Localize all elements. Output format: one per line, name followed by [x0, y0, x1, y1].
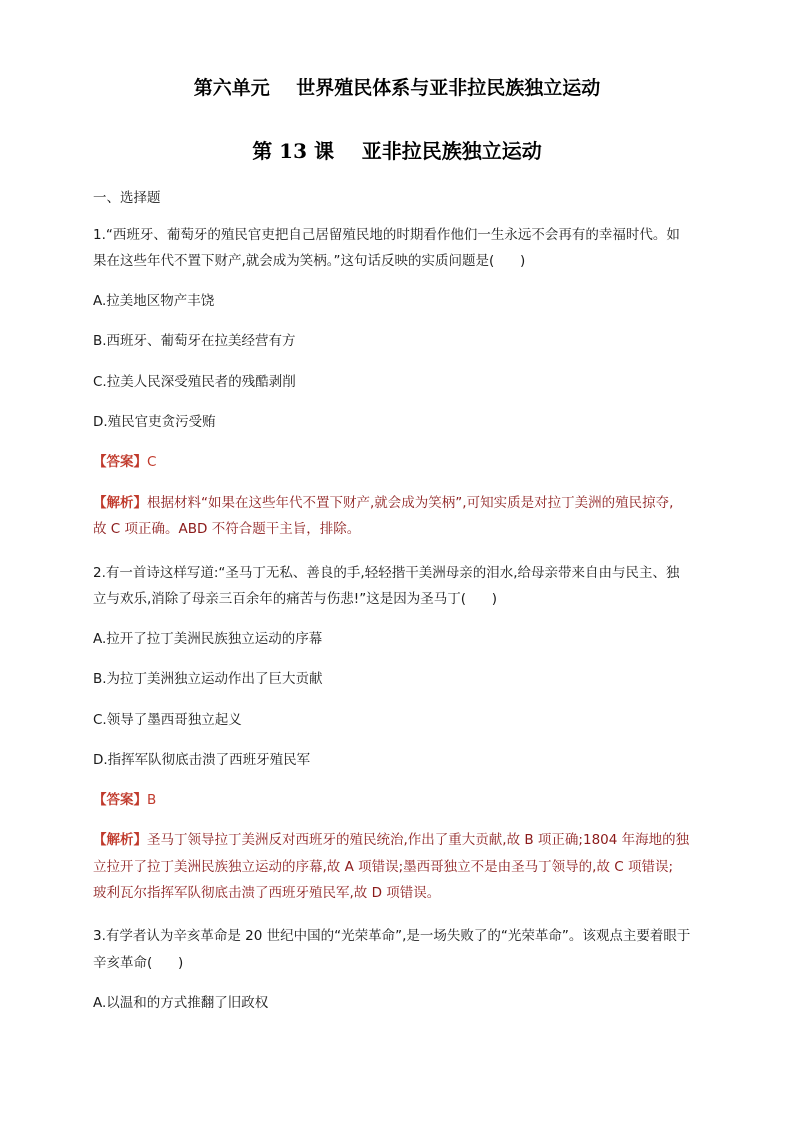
q2-answer — [93, 790, 713, 810]
q2-explain-label: 【解析】 — [93, 832, 147, 848]
q3-stem-line1: 3.有学者认为辛亥革命是 20 世纪中国的“光荣革命”,是一场失败了的“光荣革命”。该观点主要着眼于 — [93, 928, 691, 944]
q1-stem-line1: 1.“西班牙、葡萄牙的殖民官吏把自己居留殖民地的时期看作他们一生永远不会再有的幸福时代。如 — [93, 227, 680, 243]
q1-answer-value: C — [147, 454, 157, 470]
lesson-title: 第 13 课 亚非拉民族独立运动 — [252, 139, 542, 163]
q2-explain-text1: 圣马丁领导拉丁美洲反对西班牙的殖民统治,作出了重大贡献,故 B 项正确;1804 年海地的独 — [147, 832, 690, 848]
q1-explain-label: 【解析】 — [93, 495, 147, 511]
q3-option-a: A.以温和的方式推翻了旧政权 — [93, 995, 269, 1011]
q1-explain-line2: 故 C 项正确。ABD 不符合题干主旨，排除。 — [93, 521, 361, 537]
q1-explain-line1 — [93, 493, 713, 513]
q1-option-a: A.拉美地区物产丰饶 — [93, 293, 215, 309]
q2-option-c: C.领导了墨西哥独立起义 — [93, 712, 242, 728]
q2-explain-line2: 立拉开了拉丁美洲民族独立运动的序幕,故 A 项错误;墨西哥独立不是由圣马丁领导的,故 C 项错误; — [93, 859, 674, 875]
q2-stem-line2: 立与欢乐,消除了母亲三百余年的痛苦与伤悲!”这是因为圣马丁( ) — [93, 591, 497, 607]
q1-answer — [93, 452, 713, 472]
q1-stem-line2: 果在这些年代不置下财产,就会成为笑柄。”这句话反映的实质问题是( ) — [93, 253, 526, 269]
q2-answer-label: 【答案】 — [93, 792, 147, 808]
q2-explain-line1 — [93, 830, 713, 850]
q2-option-a: A.拉开了拉丁美洲民族独立运动的序幕 — [93, 631, 323, 647]
q1-explain-text1: 根据材料“如果在这些年代不置下财产,就会成为笑柄”,可知实质是对拉丁美洲的殖民掠夺, — [147, 495, 674, 511]
q2-option-b: B.为拉丁美洲独立运动作出了巨大贡献 — [93, 671, 323, 687]
q1-option-c: C.拉美人民深受殖民者的残酷剥削 — [93, 374, 296, 390]
q3-stem-line2: 辛亥革命( ) — [93, 955, 184, 971]
q1-answer-label: 【答案】 — [93, 454, 147, 470]
q2-stem-line1: 2.有一首诗这样写道:“圣马丁无私、善良的手,轻轻揩干美洲母亲的泪水,给母亲带来自由与民主、独 — [93, 565, 680, 581]
q2-explain-line3: 玻利瓦尔指挥军队彻底击溃了西班牙殖民军,故 D 项错误。 — [93, 885, 441, 901]
q1-option-b: B.西班牙、葡萄牙在拉美经营有方 — [93, 333, 296, 349]
section-label: 一、选择题 — [93, 190, 161, 206]
q1-option-d: D.殖民官吏贪污受贿 — [93, 414, 216, 430]
q2-option-d: D.指挥军队彻底击溃了西班牙殖民军 — [93, 752, 311, 768]
q2-answer-value: B — [147, 792, 157, 808]
unit-title: 第六单元 世界殖民体系与亚非拉民族独立运动 — [193, 77, 601, 99]
